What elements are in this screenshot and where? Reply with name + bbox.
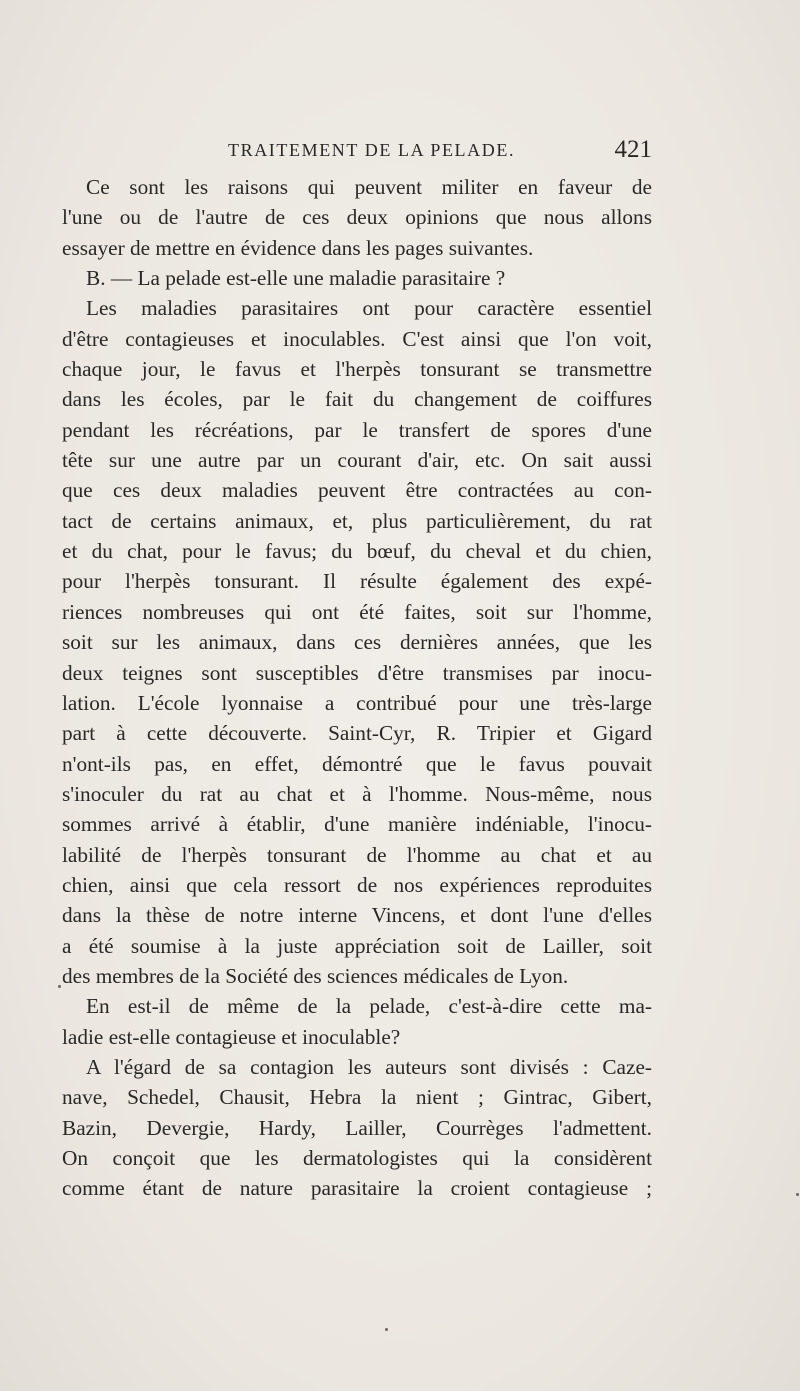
text-line: part à cette découverte. Saint-Cyr, R. Tripier et Gigard bbox=[62, 721, 652, 746]
text-line: On conçoit que les dermatologistes qui la considèrent bbox=[62, 1146, 652, 1170]
text-line: Bazin, Devergie, Hardy, Lailler, Courrèges l'admettent. bbox=[62, 1115, 652, 1140]
text-line: s'inoculer du rat au chat et à l'homme. Nous-même, nous bbox=[62, 781, 652, 806]
page-header bbox=[62, 136, 652, 166]
text-line: pendant les récréations, par le transfert de spores d'une bbox=[62, 417, 652, 442]
text-line: riences nombreuses qui ont été faites, soit sur l'homme, bbox=[62, 599, 652, 624]
text-line: dans la thèse de notre interne Vincens, et dont l'une d'elles bbox=[62, 903, 652, 928]
body-text bbox=[62, 172, 652, 1204]
text-line: nave, Schedel, Chausit, Hebra la nient ; Gintrac, Gibert, bbox=[62, 1085, 652, 1110]
text-line: dans les écoles, par le fait du changement de coiffures bbox=[62, 387, 652, 412]
text-line: pour l'herpès tonsurant. Il résulte également des expé- bbox=[62, 569, 652, 594]
page-number: 421 bbox=[614, 136, 652, 163]
text-line: lation. L'école lyonnaise a contribué pour une très-large bbox=[62, 690, 652, 715]
text-line: tête sur une autre par un courant d'air, etc. On sait aussi bbox=[62, 448, 652, 473]
text-line: chaque jour, le favus et l'herpès tonsurant se transmettre bbox=[62, 357, 652, 382]
text-line: des membres de la Société des sciences médicales de Lyon. bbox=[62, 963, 569, 988]
text-line: d'être contagieuses et inoculables. C'est ainsi que l'on voit, bbox=[62, 326, 652, 351]
text-line: Les maladies parasitaires ont pour caractère essentiel bbox=[86, 296, 652, 321]
text-line: ladie est-elle contagieuse et inoculable? bbox=[62, 1024, 401, 1049]
paper-speck bbox=[385, 1328, 388, 1331]
text-line: l'une ou de l'autre de ces deux opinions que nous allons bbox=[62, 205, 652, 230]
section-heading: B. — La pelade est-elle une maladie parasitaire ? bbox=[86, 266, 506, 291]
text-line: En est-il de même de la pelade, c'est-à-dire cette ma- bbox=[86, 994, 652, 1019]
text-line: chien, ainsi que cela ressort de nos expériences reproduites bbox=[62, 872, 652, 897]
text-line: sommes arrivé à établir, d'une manière indéniable, l'inocu- bbox=[62, 812, 652, 837]
paper-speck bbox=[58, 985, 61, 988]
text-line: que ces deux maladies peuvent être contractées au con- bbox=[62, 478, 652, 503]
running-title: TRAITEMENT DE LA PELADE. bbox=[228, 140, 516, 160]
text-line: et du chat, pour le favus; du bœuf, du cheval et du chien, bbox=[62, 539, 652, 564]
text-line: A l'égard de sa contagion les auteurs sont divisés : Caze- bbox=[86, 1054, 652, 1079]
text-line: n'ont-ils pas, en effet, démontré que le favus pouvait bbox=[62, 751, 652, 776]
text-line: a été soumise à la juste appréciation soit de Lailler, soit bbox=[62, 933, 652, 958]
text-line: tact de certains animaux, et, plus particulièrement, du rat bbox=[62, 508, 652, 533]
paper-speck bbox=[796, 1193, 799, 1196]
text-line: soit sur les animaux, dans ces dernières années, que les bbox=[62, 630, 652, 655]
text-line: labilité de l'herpès tonsurant de l'homme au chat et au bbox=[62, 842, 652, 867]
text-line: essayer de mettre en évidence dans les pages suivantes. bbox=[62, 235, 534, 260]
text-line: deux teignes sont susceptibles d'être transmises par inocu- bbox=[62, 660, 652, 685]
text-line: comme étant de nature parasitaire la croient contagieuse ; bbox=[62, 1176, 652, 1201]
text-line: Ce sont les raisons qui peuvent militer en faveur de bbox=[86, 175, 652, 199]
